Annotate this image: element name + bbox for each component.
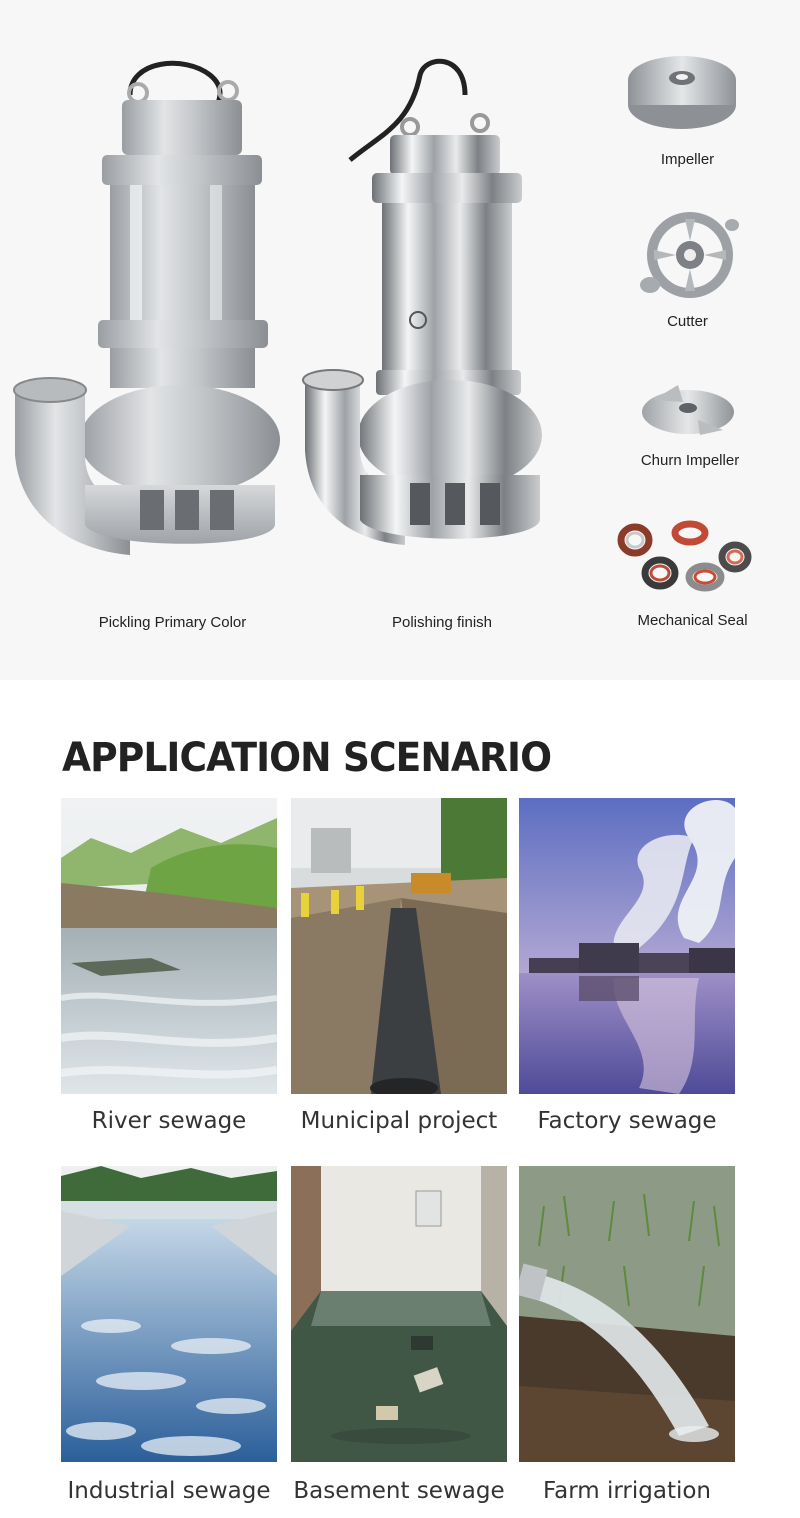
application-heading: APPLICATION SCENARIO [62, 735, 552, 781]
farm-irrigation-photo [519, 1166, 735, 1462]
mechanical-seal-image [615, 515, 755, 600]
pickling-caption: Pickling Primary Color [98, 614, 247, 631]
river-sewage-photo [61, 798, 277, 1094]
factory-sewage-photo [519, 798, 735, 1094]
municipal-project-photo [291, 798, 507, 1094]
pickling-pump-image [10, 55, 290, 565]
scenario-label-factory: Factory sewage [537, 1108, 717, 1134]
churn-impeller-caption: Churn Impeller [640, 452, 740, 469]
polished-pump-image [300, 55, 550, 565]
cutter-image [640, 205, 740, 300]
churn-impeller-image [638, 380, 738, 440]
scenario-label-municipal: Municipal project [300, 1108, 498, 1134]
basement-sewage-photo [291, 1166, 507, 1462]
impeller-image [625, 50, 740, 135]
mechanical-seal-caption: Mechanical Seal [637, 612, 748, 629]
scenario-label-river: River sewage [91, 1108, 247, 1134]
scenario-label-industrial: Industrial sewage [67, 1478, 271, 1504]
scenario-label-basement: Basement sewage [293, 1478, 505, 1504]
cutter-caption: Cutter [667, 313, 708, 330]
polishing-caption: Polishing finish [391, 614, 493, 631]
product-section [0, 0, 800, 680]
scenario-label-farm: Farm irrigation [542, 1478, 712, 1504]
industrial-sewage-photo [61, 1166, 277, 1462]
impeller-caption: Impeller [660, 151, 715, 168]
